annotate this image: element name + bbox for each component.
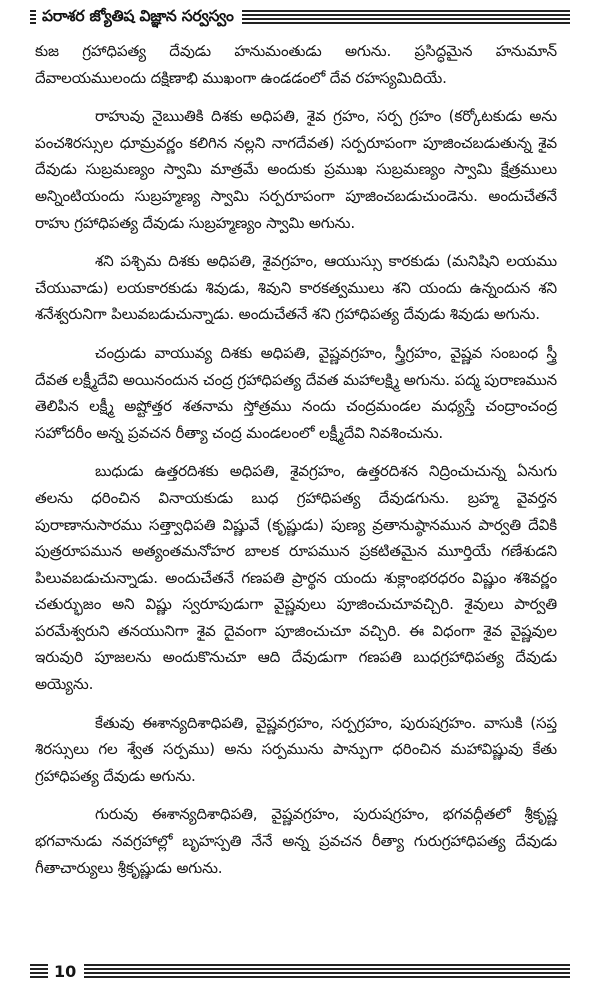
page-number: 10 xyxy=(54,961,77,981)
page-header xyxy=(30,6,570,30)
header-rule-left xyxy=(30,10,36,26)
header-rule xyxy=(242,10,570,26)
paragraph-guru: గురువు ఈశాన్యదిశాధిపతి, వైష్ణవగ్రహం, పురుషగ్రహం, భగవద్గీతలో శ్రీకృష్ణ భగవానుడు నవగ్రహాల్లో బృహస్పతి నేనే అన్న ప్రవచన రీత్యా గురుగ్రహాధిపత్య దేవుడు గీతాచార్యులు శ్రీకృష్ణుడు అగును. xyxy=(35,805,557,877)
header-title: పరాశర జ్యోతిష విజ్ఞాన సర్వస్వం xyxy=(42,7,234,25)
paragraph-rahu: రాహువు నైఋతికి దిశకు అధిపతి, శైవ గ్రహం, సర్ప గ్రహం (కర్కోటకుడు అను పంచశిరస్సుల ధూమ్రవర్ణం కలిగిన నల్లని నాగదేవత) సర్పరూపంగా పూజించబడుతున్న శైవ దేవుడు సుబ్రమణ్యం స్వామి మాత్రమే అందుకు ప్రముఖ సుబ్రమణ్యం స్వామి క్షేత్రములు అన్నింటియందు సుబ్రహ్మణ్య స్వామి సర్పరూపంగా పూజించబడుచుండెను. అందుచేతనే రాహు గ్రహాధిపత్య దేవుడు సుబ్రహ్మణ్యం స్వామి అగును. xyxy=(35,107,557,232)
paragraph-kuja: కుజ గ్రహాధిపత్య దేవుడు హనుమంతుడు అగును. ప్రసిద్ధమైన హనుమాన్ దేవాలయములందు దక్షిణాభి ముఖంగా ఉండడంలో దేవ రహస్యమిదియే. xyxy=(35,42,557,87)
paragraph-chandra: చంద్రుడు వాయువ్య దిశకు అధిపతి, వైష్ణవగ్రహం, స్త్రీగ్రహం, వైష్ణవ సంబంధ స్త్రీ దేవత లక్ష్మీదేవి అయినందున చంద్ర గ్రహాధిపత్య దేవత మహాలక్ష్మి అగును. పద్మ పురాణమున తెలిపిన లక్ష్మీ అష్టోత్తర శతనామ స్తోత్రము నందు చంద్రమండల మధ్యస్తే చంద్రాంచంద్ర సహోదరీం అన్న ప్రవచన రీత్యా చంద్ర మండలంలో లక్ష్మీదేవి నివశించును. xyxy=(35,343,557,442)
page-body xyxy=(35,38,557,893)
footer-rule-left xyxy=(30,964,48,978)
paragraph-budha: బుధుడు ఉత్తరదిశకు అధిపతి, శైవగ్రహం, ఉత్తరదిశన నిద్రించుచున్న ఏనుగు తలను ధరించిన వినాయకుడు బుధ గ్రహాధిపత్య దేవుడగును. బ్రహ్మ వైవర్తన పురాణానుసారము సత్త్వాధిపతి విష్ణువే (కృష్ణుడు) పుణ్య వ్రతానుష్ఠానమున పార్వతి దేవికి పుత్రరూపమున అత్యంతమనోహర బాలక రూపమున ప్రకటితమైన మూర్తియే గణేశుడని పిలువబడుచున్నాడు. అందుచేతనే గణపతి ప్రార్థన యందు శుక్లాంభరధరం విష్ణుం శశివర్ణం చతుర్భుజం అని విష్ణు స్వరూపుడుగా వైష్ణవులు పూజించుచూవచ్చిరి. శైవులు పార్వతి పరమేశ్వరుని తనయునిగా శైవ దైవంగా పూజించుచూ వచ్చిరి. ఈ విధంగా శైవ వైష్ణవుల ఇరువురి పూజలను అందుకొనుచూ ఆది దేవుడుగా గణపతి బుధగ్రహాధిపత్య దేవుడు అయ్యెను. xyxy=(35,462,557,694)
footer-rule xyxy=(84,964,570,978)
paragraph-ketu: కేతువు ఈశాన్యదిశాధిపతి, వైష్ణవగ్రహం, సర్పగ్రహం, పురుషగ్రహం. వాసుకి (సప్త శిరస్సులు గల శ్వేత సర్పము) అను సర్పమును పాన్పుగా ధరించిన మహావిష్ణువు కేతు గ్రహాధిపత్య దేవుడు అగును. xyxy=(35,713,557,785)
paragraph-shani: శని పశ్చిమ దిశకు అధిపతి, శైవగ్రహం, ఆయుస్సు కారకుడు (మనిషిని లయము చేయువాడు) లయకారకుడు శివుడు, శివుని కారకత్వములు శని యందు ఉన్నందున శని శనేశ్వరునిగా పిలువబడుచున్నాడు. అందుచేతనే శని గ్రహాధిపత్య దేవుడు శివుడు అగును. xyxy=(35,252,557,324)
page-footer xyxy=(30,960,570,982)
